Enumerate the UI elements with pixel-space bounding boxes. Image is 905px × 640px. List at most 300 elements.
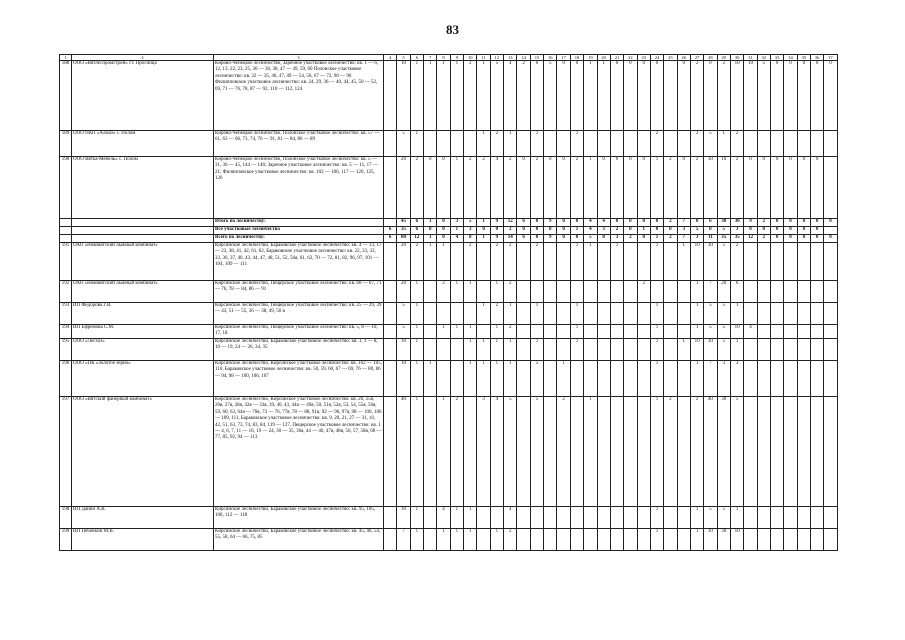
value-cell: 0 [744,157,757,219]
value-cell [384,61,397,131]
value-cell: 1 [490,281,503,303]
value-cell: 2 [504,529,517,551]
value-cell [664,507,677,529]
value-cell: 2 [717,61,730,131]
value-cell: 9 [490,235,503,243]
column-header: 24 [650,55,663,61]
value-cell: 45 [397,219,410,227]
location-cell: Кирсинское лесничество, Пещерское участковое лесничество: кв. 5, 8 — 10, 17, 18 [214,325,384,339]
value-cell: 4 [744,325,757,339]
value-cell [597,243,610,281]
row-number-cell: 195 [60,339,72,361]
value-cell [677,507,690,529]
value-cell [424,131,437,157]
location-cell: Кирсинское лесничество, Кирсинское участковое лесничество: кв. 26, 25я, 26я, 27я, 28я, 32я — 33я, 39, 40, 43, 44я — 49я, 50, 51я, 52я, 53, 54, 55я, 56я, 59, 60, 63, 64я — 70я, 73 — 76, 77я, 78 — 88, 91я, 92 — 96, 97я, 98 — 100, 106 — 109, 111, Бараковское участковое лесничество: кв. 9, 20, 21, 27 — 31, 41, 42, 51, 63, 73, 74, 83, 84, 119 — 127, Пещерское участковое лесничество: кв. 1 — 4, 6, 7, 11 — 16, 19 — 24, 30 — 35, 36я, 44 — 46, 47я, 48я, 56, 57, 58я, 68 — 77, 85, 92, 94 — 113 [214,397,384,507]
value-cell [624,529,637,551]
value-cell: 1 [570,339,583,361]
value-cell: 1 [450,61,463,131]
value-cell [637,361,650,397]
value-cell: 0 [811,157,824,219]
value-cell: 1 [410,339,423,361]
value-cell: 0 [437,157,450,219]
value-cell: 1 [570,227,583,235]
value-cell [624,507,637,529]
value-cell [770,281,783,303]
value-cell: 0 [824,219,837,227]
value-cell [677,131,690,157]
value-cell: 0 [811,235,824,243]
value-cell [597,303,610,325]
table-row [60,529,838,551]
column-header: 25 [664,55,677,61]
value-cell: 0 [704,61,717,131]
table-row [60,397,838,507]
value-cell [770,507,783,529]
column-header: 3 [214,55,384,61]
blank-cell [72,235,214,243]
value-cell: 4 [490,157,503,219]
value-cell: 1 [637,227,650,235]
column-header: 21 [610,55,623,61]
value-cell: 0 [784,219,797,227]
value-cell [824,227,837,235]
value-cell [530,529,543,551]
value-cell [384,243,397,281]
column-header: 13 [504,55,517,61]
value-cell: 9 [490,219,503,227]
value-cell: 7 [397,529,410,551]
value-cell [464,303,477,325]
value-cell: 0 [797,61,810,131]
value-cell: 1 [410,361,423,397]
value-cell: 0 [517,157,530,219]
column-header: 16 [544,55,557,61]
value-cell [597,281,610,303]
row-number-cell: 197 [60,397,72,507]
value-cell: 0 [811,219,824,227]
value-cell: 1 [477,339,490,361]
value-cell: 2 [504,157,517,219]
value-cell: 2 [730,243,743,281]
value-cell [530,507,543,529]
value-cell [824,157,837,219]
column-header: 22 [624,55,637,61]
value-cell: 9 [544,219,557,227]
value-cell: 7 [704,281,717,303]
value-cell: 5 [704,303,717,325]
value-cell [384,529,397,551]
value-cell [424,303,437,325]
value-cell [757,507,770,529]
value-cell [477,243,490,281]
value-cell: 2 [730,131,743,157]
value-cell: 1 [424,219,437,227]
summary-row [60,235,838,243]
value-cell [584,281,597,303]
value-cell [424,507,437,529]
value-cell [744,507,757,529]
value-cell [784,243,797,281]
value-cell: 6 [517,219,530,227]
value-cell: 2 [690,61,703,131]
value-cell: 1 [424,235,437,243]
value-cell [797,131,810,157]
value-cell: 0 [784,157,797,219]
row-number-cell: 189 [60,131,72,157]
value-cell: 0 [517,227,530,235]
value-cell: 1 [570,325,583,339]
value-cell: 1 [410,507,423,529]
value-cell [464,397,477,507]
row-number-cell [60,235,72,243]
value-cell [784,507,797,529]
value-cell: 5 [397,303,410,325]
column-header: 7 [424,55,437,61]
summary-row [60,219,838,227]
summary-label-cell: Все участковые лесничества [214,227,384,235]
value-cell [824,243,837,281]
value-cell [824,281,837,303]
value-cell: 7 [677,219,690,227]
value-cell [757,303,770,325]
column-header: 36 [811,55,824,61]
value-cell: 1 [464,325,477,339]
value-cell [757,339,770,361]
value-cell [637,339,650,361]
value-cell: 2 [530,243,543,281]
organization-cell: ООО Вятка-Мебель» с. Полом [72,157,214,219]
value-cell [517,507,530,529]
value-cell: 0 [650,219,663,227]
value-cell: 1 [450,325,463,339]
value-cell: 1 [650,235,663,243]
value-cell [424,339,437,361]
value-cell [597,361,610,397]
value-cell: 9 [544,235,557,243]
row-number-cell: 198 [60,507,72,529]
location-cell: Кирово-Чепецкое лесничество, Заречное участковое лесничество: кв. 1 — 6, 12, 13, 22, 23, 25, 30 — 36, 38, 47 — 49, 59, 60 Полонское участковое лесничество: кв. 32 — 35, 46, 47, 49 — 54, 56, 67 — 72, 90 — 96 Филипповское участковое лесничество: кв. 24, 29, 36 — 40, 44, 45, 50 — 52, 69, 71 — 76, 78, 87 — 92, 110 — 112, 124 [214,61,384,131]
value-cell: 1 [584,397,597,507]
value-cell: 0 [797,227,810,235]
value-cell: 0 [530,235,543,243]
value-cell [557,339,570,361]
value-cell: 2 [624,235,637,243]
value-cell: 2 [664,157,677,219]
value-cell [597,529,610,551]
value-cell: 10 [717,157,730,219]
value-cell [450,243,463,281]
value-cell: 0 [650,227,663,235]
table-row [60,325,838,339]
value-cell: 1 [437,325,450,339]
value-cell: 2 [690,397,703,507]
value-cell [757,529,770,551]
value-cell: 1 [504,339,517,361]
value-cell [797,397,810,507]
value-cell: 1 [530,131,543,157]
value-cell [450,303,463,325]
value-cell: 2 [464,157,477,219]
table-row [60,281,838,303]
value-cell: 3 [690,235,703,243]
organization-cell: ОАО «Нововятский лыжный комбинат» [72,243,214,281]
value-cell: 40 [704,397,717,507]
organization-cell: ООО «Лесхоз» [72,339,214,361]
value-cell: 1 [570,303,583,325]
value-cell [610,303,623,325]
value-cell: 1 [410,529,423,551]
value-cell [664,281,677,303]
value-cell: 1 [464,361,477,397]
value-cell: 2 [637,281,650,303]
value-cell [757,361,770,397]
value-cell: 2 [757,235,770,243]
value-cell [570,507,583,529]
value-cell [437,303,450,325]
value-cell: 1 [730,303,743,325]
value-cell: 1 [410,397,423,507]
value-cell [557,243,570,281]
table-row [60,339,838,361]
value-cell: 0 [530,227,543,235]
location-cell: Кирсинское лесничество, Кирсинское участковое лесничество: кв. 102 — 105, 110, Бараковское участковое лесничество: кв. 50, 59, 60, 67 — 69, 76 — 80, 86 — 94, 98 — 100, 106, 107 [214,361,384,397]
value-cell: 2 [530,157,543,219]
value-cell: 1 [504,131,517,157]
value-cell [811,281,824,303]
value-cell [770,397,783,507]
value-cell [784,361,797,397]
value-cell: 1 [730,507,743,529]
value-cell [664,361,677,397]
row-number-cell [60,219,72,227]
value-cell: 2 [410,243,423,281]
value-cell [570,361,583,397]
value-cell: 1 [477,235,490,243]
column-header: 8 [437,55,450,61]
location-cell: Кирсинское лесничество, Бараковское участковое лесничество: кв. 1, 3 — 8, 10 — 19, 24 — 26, 34, 35 [214,339,384,361]
value-cell [570,529,583,551]
value-cell [584,131,597,157]
value-cell [770,339,783,361]
value-cell [450,339,463,361]
value-cell [784,397,797,507]
value-cell: 5 [717,507,730,529]
value-cell: 2 [757,219,770,227]
value-cell [811,529,824,551]
value-cell [624,361,637,397]
value-cell: 1 [490,529,503,551]
value-cell: 0 [770,235,783,243]
value-cell: 1 [437,61,450,131]
value-cell: 8 [597,235,610,243]
table-row [60,131,838,157]
value-cell [784,339,797,361]
value-cell [450,131,463,157]
value-cell [477,529,490,551]
value-cell: 5 [530,397,543,507]
value-cell: 6 [384,235,397,243]
value-cell: 2 [490,303,503,325]
value-cell [384,303,397,325]
summary-row [60,227,838,235]
value-cell: 35 [730,235,743,243]
value-cell: 1 [450,529,463,551]
value-cell [757,397,770,507]
location-cell: Кирсинское лесничество, Пещерское участковое лесничество: кв. 60 — 67, 71 — 76, 78 — 84, 86 — 91 [214,281,384,303]
value-cell: 10 [690,243,703,281]
value-cell: 2 [570,157,583,219]
value-cell [811,131,824,157]
value-cell [770,325,783,339]
value-cell [664,325,677,339]
value-cell: 10 [397,61,410,131]
value-cell: 20 [397,243,410,281]
row-number-cell: 199 [60,529,72,551]
organization-cell: ИП Ефремова С.М. [72,325,214,339]
value-cell: 5 [704,507,717,529]
value-cell [664,61,677,131]
value-cell: 2 [490,243,503,281]
value-cell [797,243,810,281]
value-cell: 2 [477,157,490,219]
value-cell [624,303,637,325]
value-cell: 5 [397,325,410,339]
value-cell: 35 [717,235,730,243]
value-cell: 2 [650,131,663,157]
row-number-cell: 193 [60,303,72,325]
value-cell: 0 [610,219,623,227]
value-cell: 1 [450,281,463,303]
value-cell [384,507,397,529]
value-cell [770,529,783,551]
row-number-cell [60,227,72,235]
value-cell [597,339,610,361]
value-cell: 1 [690,507,703,529]
column-header: 29 [717,55,730,61]
location-cell: Кирсинское лесничество, Бараковское участковое лесничество: кв. 95, 105, 108, 112 — 118 [214,507,384,529]
column-header: 33 [770,55,783,61]
value-cell: 3 [464,227,477,235]
value-cell: 1 [490,325,503,339]
value-cell: 1 [650,157,663,219]
value-cell [797,303,810,325]
value-cell [637,243,650,281]
value-cell: 2 [450,397,463,507]
value-cell: 1 [570,243,583,281]
value-cell: 1 [464,529,477,551]
value-cell [637,303,650,325]
location-cell: Кирово-Чепецкое лесничество, Полонское участковое лесничество: кв. 5 — 31, 36 — 45, 144 — 146; Заречное участковое лесничество: кв. 5 — 11, 17 — 21; Филипповское участковое лесничество: кв. 102 — 106, 117 — 120, 125, 126 [214,157,384,219]
value-cell [570,397,583,507]
value-cell: 10 [397,361,410,397]
value-cell: 0 [811,227,824,235]
value-cell: 1 [477,361,490,397]
value-cell: 5 [704,131,717,157]
column-header: 26 [677,55,690,61]
value-cell [624,281,637,303]
value-cell: 1 [690,529,703,551]
column-header: 18 [570,55,583,61]
location-cell: Кирсинское лесничество, Бараковское участковое лесничество: кв. 45, 46, 54, 55, 58, 64 — 66, 75, 85 [214,529,384,551]
column-header: 23 [637,55,650,61]
value-cell: 30 [717,219,730,227]
value-cell: 0 [557,61,570,131]
value-cell [744,397,757,507]
value-cell: 2 [664,219,677,227]
value-cell: 5 [530,361,543,397]
value-cell: 0 [757,157,770,219]
value-cell [824,529,837,551]
value-cell [784,131,797,157]
value-cell [770,303,783,325]
value-cell [677,397,690,507]
blank-cell [72,219,214,227]
value-cell: 1 [410,325,423,339]
table-row [60,243,838,281]
value-cell: 0 [811,61,824,131]
value-cell [637,529,650,551]
value-cell [637,131,650,157]
value-cell: 1 [690,361,703,397]
value-cell [557,529,570,551]
value-cell: 10 [704,339,717,361]
value-cell [424,397,437,507]
row-number-cell: 192 [60,281,72,303]
value-cell: 1 [530,303,543,325]
value-cell: 5 [717,325,730,339]
value-cell: 2 [504,281,517,303]
column-header: 12 [490,55,503,61]
value-cell: 6 [410,219,423,227]
value-cell [597,131,610,157]
value-cell [824,361,837,397]
value-cell: 1 [584,243,597,281]
value-cell: 1 [650,397,663,507]
value-cell: 1 [410,303,423,325]
value-cell [584,507,597,529]
value-cell: 5 [717,339,730,361]
value-cell: 10 [704,529,717,551]
value-cell [824,325,837,339]
value-cell [797,339,810,361]
value-cell: 6 [704,219,717,227]
value-cell: 1 [570,131,583,157]
value-cell: 1 [450,157,463,219]
value-cell: 1 [650,361,663,397]
value-cell [610,131,623,157]
value-cell: 1 [450,227,463,235]
value-cell [557,303,570,325]
column-header: 35 [797,55,810,61]
organization-cell: ОАО «Нововятский лыжный комбинат» [72,281,214,303]
value-cell: 0 [557,157,570,219]
value-cell [744,339,757,361]
value-cell: 0 [824,235,837,243]
value-cell: 1 [410,131,423,157]
value-cell [677,529,690,551]
value-cell [811,243,824,281]
value-cell [664,243,677,281]
value-cell [597,325,610,339]
value-cell: 1 [690,281,703,303]
value-cell: 35 [397,227,410,235]
value-cell: 20 [717,281,730,303]
value-cell [544,339,557,361]
column-header: 32 [757,55,770,61]
value-cell [797,507,810,529]
value-cell: 1 [477,61,490,131]
column-header: 37 [824,55,837,61]
